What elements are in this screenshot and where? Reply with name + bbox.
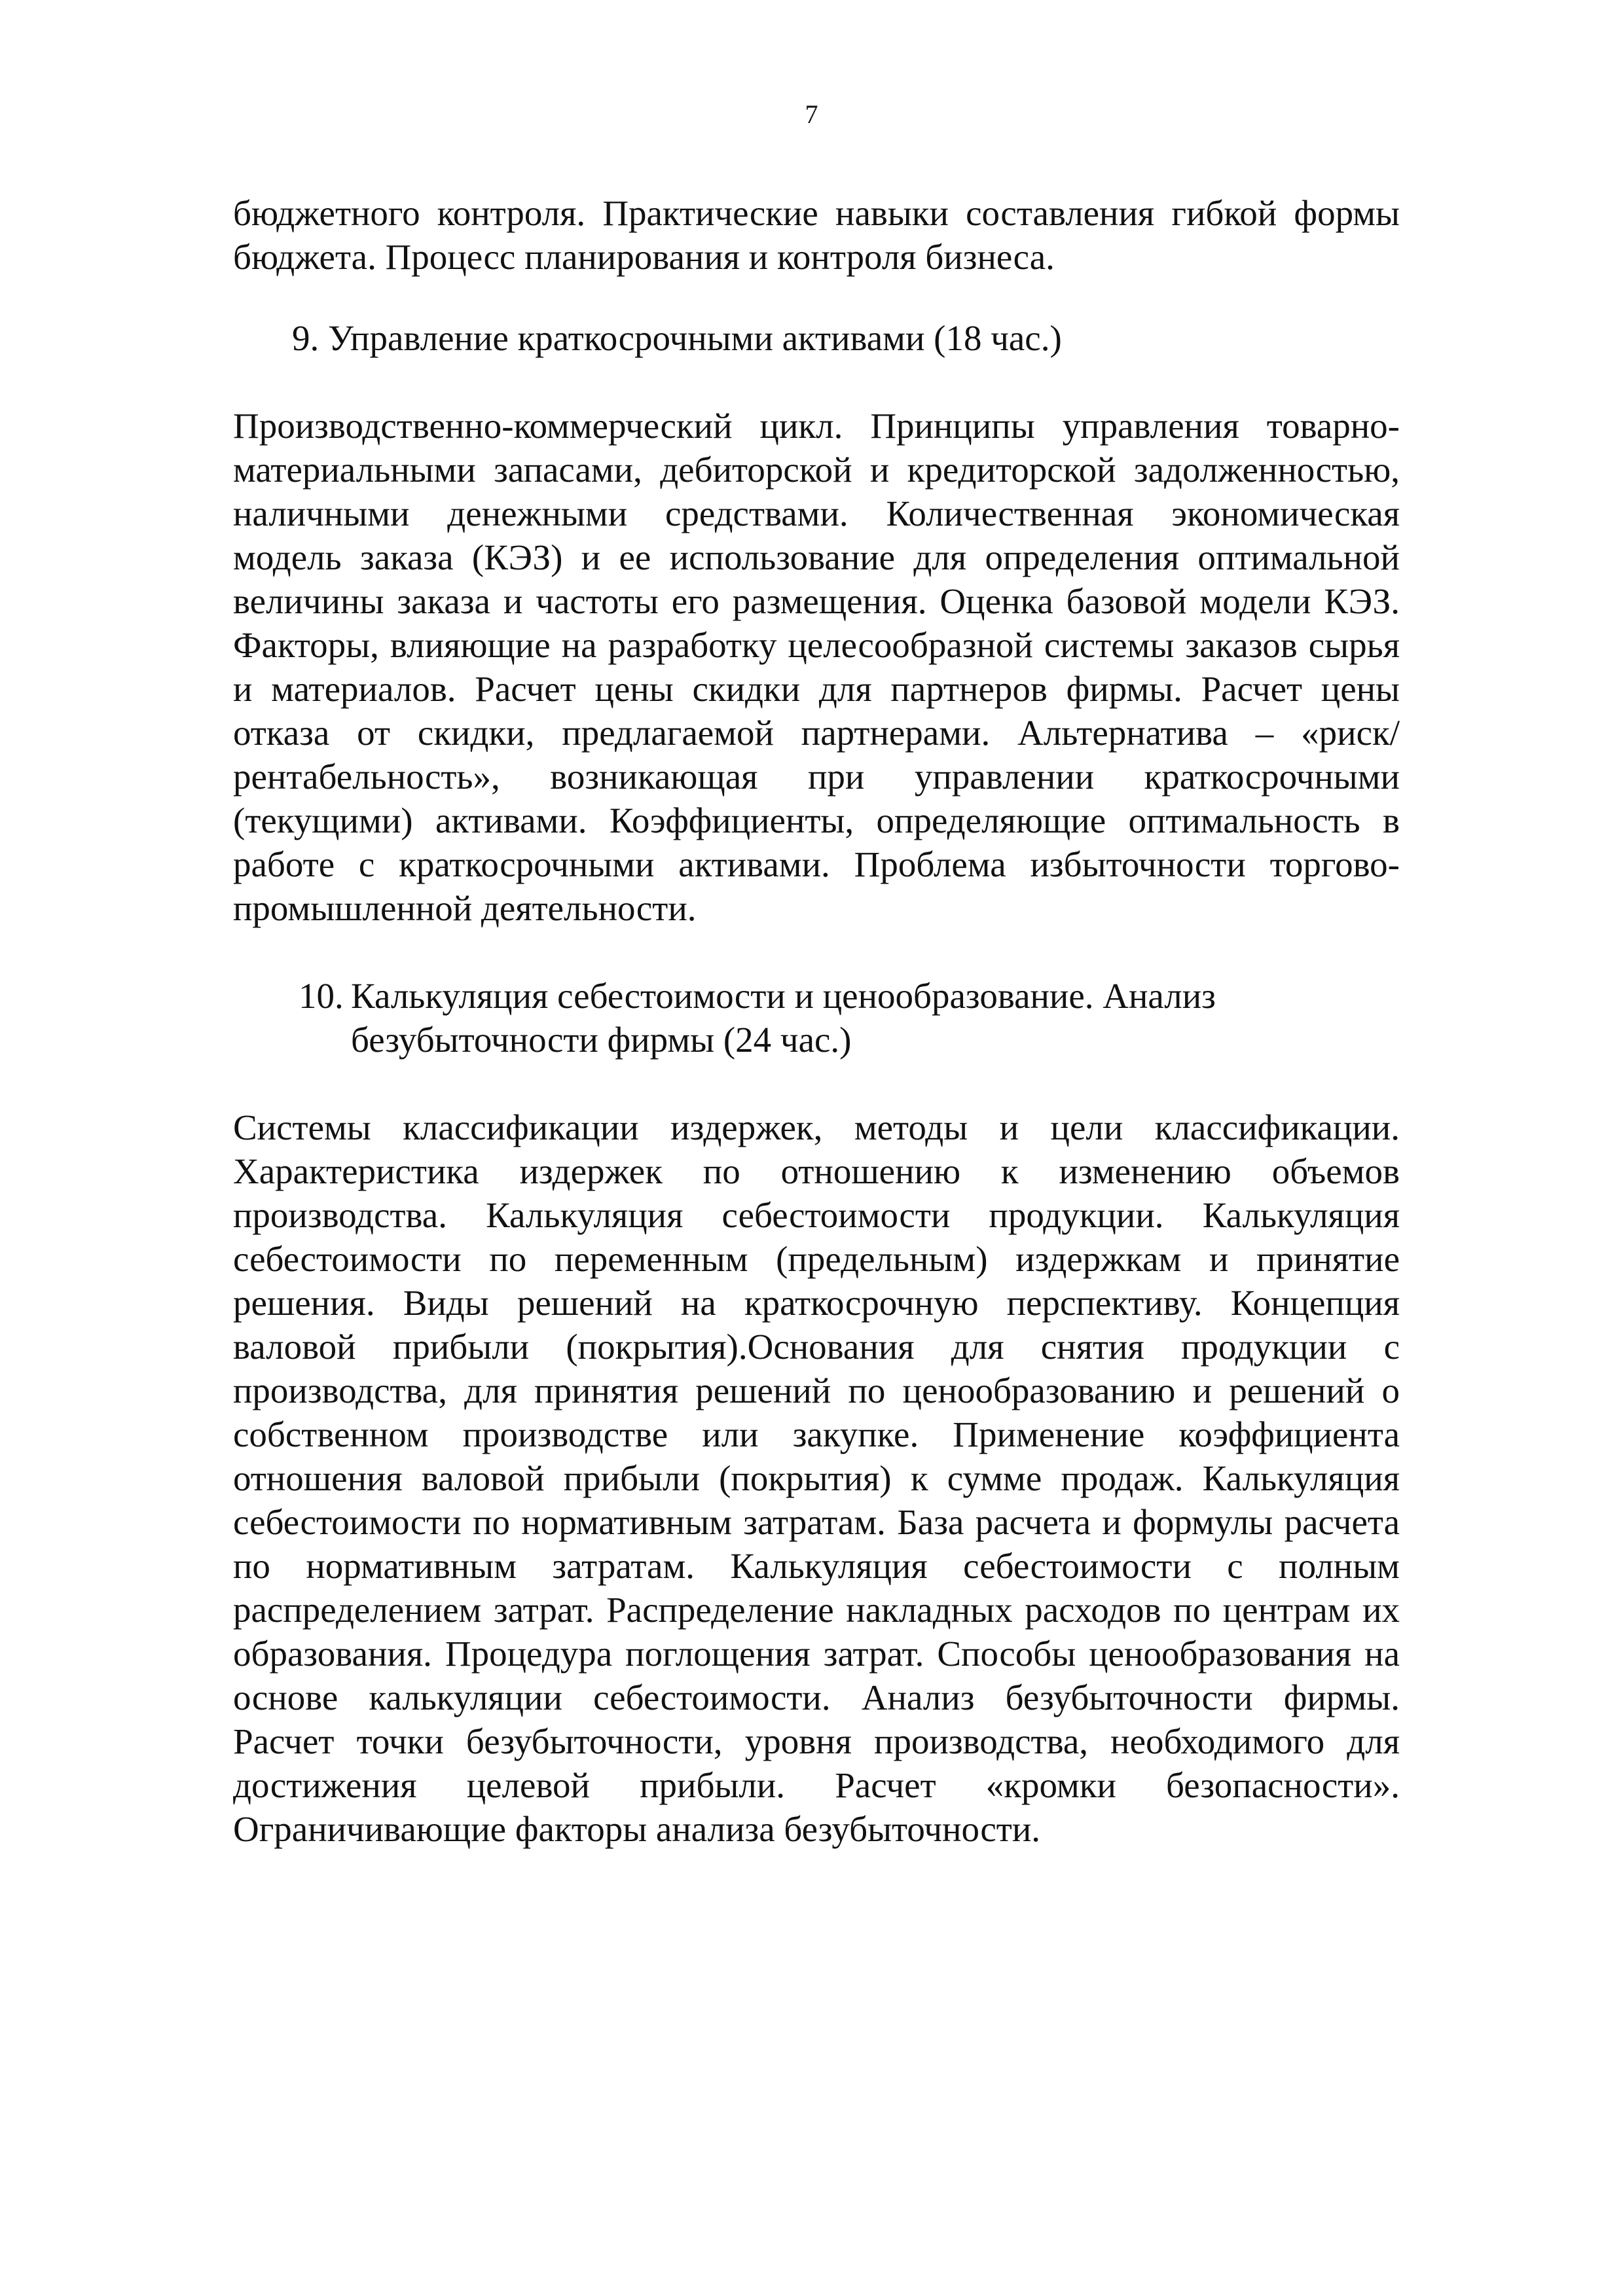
section-9-title: Управление краткосрочными активами (18 час.) [328, 318, 1062, 358]
section-10-body: Системы классификации издержек, методы и цели классификации. Характеристика издержек по отношению к изменению объемов производства. Калькуляция себестоимости продукции. Калькуляция себестоимости по переменным (предельным) издержкам и принятие решения. Виды решений на краткосрочную перспективу. Концепция валовой прибыли (покрытия).Основания для снятия продукции с производства, для принятия решений по ценообразованию и решений о собственном производстве или закупке. Применение коэффициента отношения валовой прибыли (покрытия) к сумме продаж. Калькуляция себестоимости по нормативным затратам. База расчета и формулы расчета по нормативным затратам. Калькуляция себестоимости с полным распределением затрат. Распределение накладных расходов по центрам их образования. Процедура поглощения затрат. Способы ценообразования на основе калькуляции себестоимости. Анализ безубыточности фирмы. Расчет точки безубыточности, уровня производства, необходимого для достижения целевой прибыли. Расчет «кромки безопасности». Ограничивающие факторы анализа безубыточности. [233, 1107, 1400, 1849]
section-10-title-line-1 [299, 974, 1400, 1018]
section-9-heading [233, 316, 1400, 360]
section-9-number: 9. [292, 318, 319, 358]
section-10-heading [233, 974, 1400, 1062]
intro-paragraph: бюджетного контроля. Практические навыки составления гибкой формы бюджета. Процесс планирования и контроля бизнеса. [233, 193, 1400, 277]
document-body [233, 191, 1400, 1851]
section-9-body: Производственно-коммерческий цикл. Принципы управления товарно-материальными запасами, дебиторской и кредиторской задолженностью, наличными денежными средствами. Количественная экономическая модель заказа (КЭЗ) и ее использование для определения оптимальной величины заказа и частоты его размещения. Оценка базовой модели КЭЗ. Факторы, влияющие на разработку целесообразной системы заказов сырья и материалов. Расчет цены скидки для партнеров фирмы. Расчет цены отказа от скидки, предлагаемой партнерами. Альтернатива – «риск/рентабельность», возникающая при управлении краткосрочными (текущими) активами. Коэффициенты, определяющие оптимальность в работе с краткосрочными активами. Проблема избыточности торгово-промышленной деятельности. [233, 406, 1400, 928]
section-10-title-line-2: безубыточности фирмы (24 час.) [351, 1020, 852, 1060]
page-number: 7 [805, 99, 818, 129]
section-10-number: 10. [299, 976, 344, 1016]
section-10-title-part-1: Калькуляция себестоимости и ценообразование. Анализ [351, 976, 1216, 1016]
